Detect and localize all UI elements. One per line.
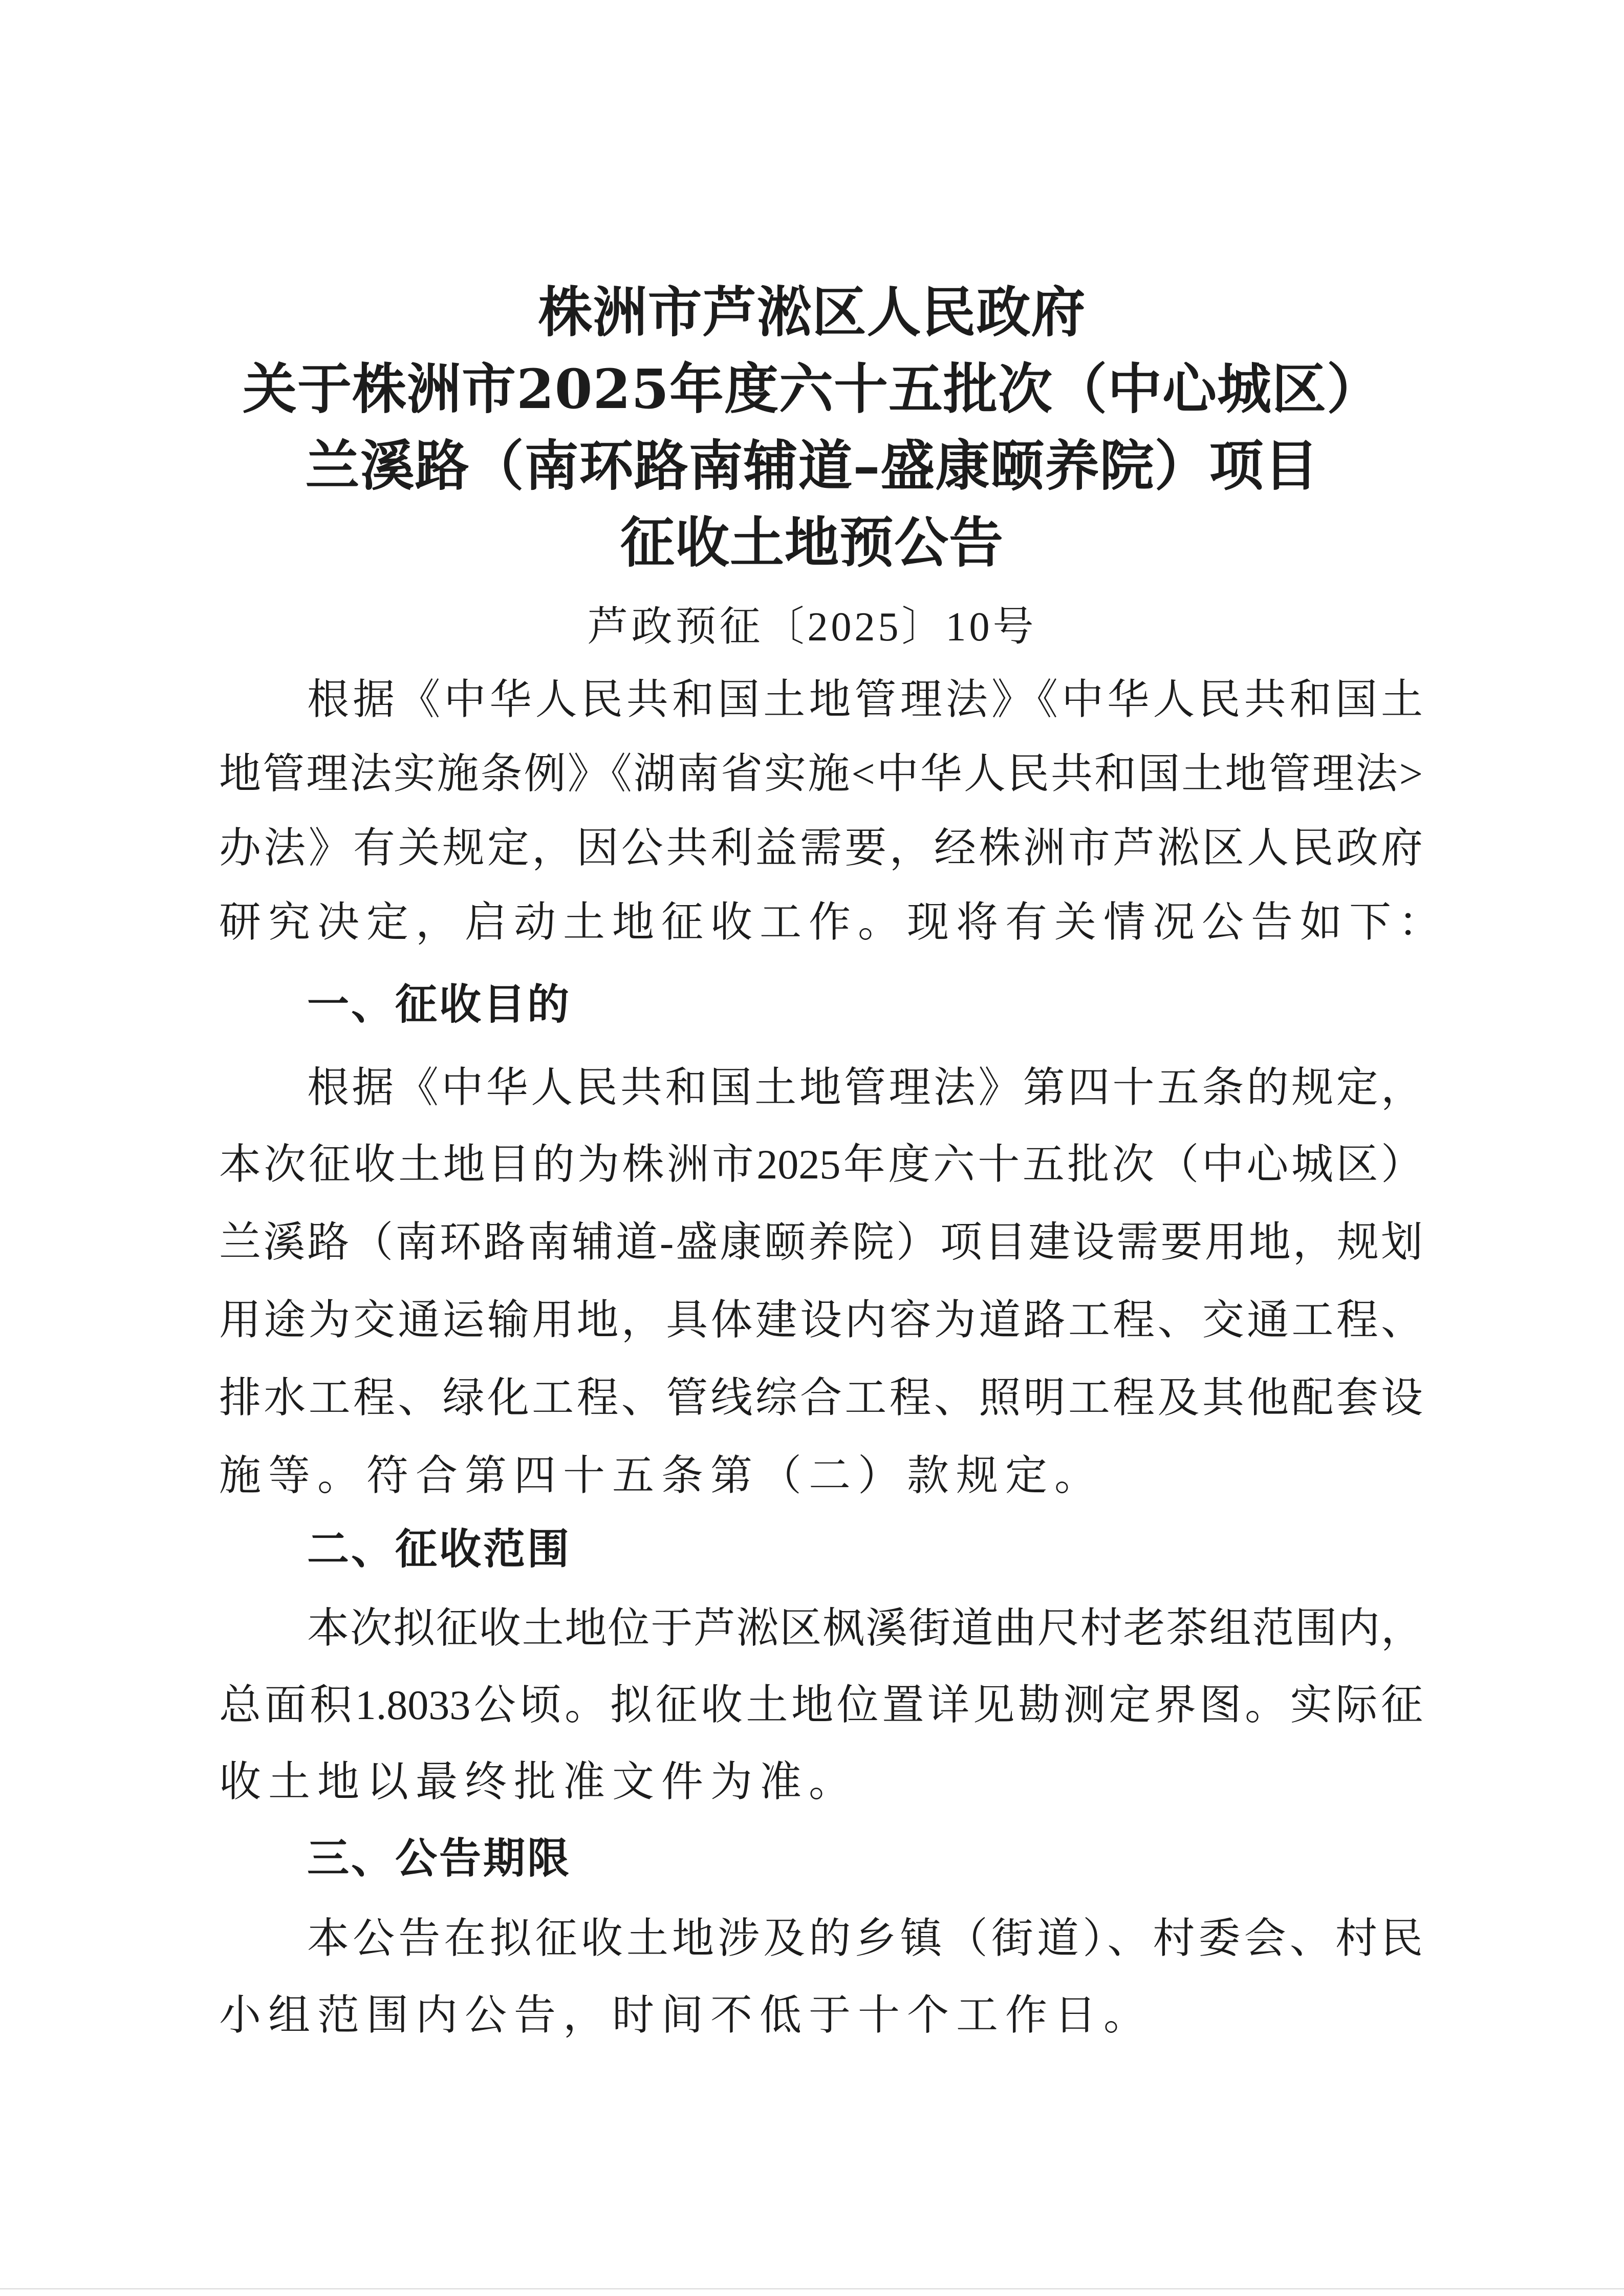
section-purpose-line: 施等。符合第四十五条第（二）款规定。 xyxy=(219,1452,1104,1499)
section-heading-purpose: 一、征收目的 xyxy=(307,980,572,1029)
section-scope-line: 总面积1.8033公顷。拟征收土地位置详见勘测定界图。实际征 xyxy=(219,1682,1423,1728)
section-purpose-line: 本次征收土地目的为株洲市2025年度六十五批次（中心城区） xyxy=(219,1141,1423,1188)
scan-edge-divider xyxy=(0,2288,1624,2289)
section-heading-scope: 二、征收范围 xyxy=(307,1525,572,1574)
section-scope-line: 收土地以最终批准文件为准。 xyxy=(219,1758,858,1805)
document-title-line-4: 征收土地预公告 xyxy=(620,510,1004,574)
document-number: 芦政预征〔2025〕10号 xyxy=(587,605,1037,650)
section-purpose-line: 用途为交通运输用地，具体建设内容为道路工程、交通工程、 xyxy=(219,1297,1423,1343)
document-title-line-1: 株洲市芦淞区人民政府 xyxy=(538,280,1086,344)
document-title-line-3: 兰溪路（南环路南辅道–盛康颐养院）项目 xyxy=(305,434,1319,498)
intro-line: 根据《中华人民共和国土地管理法》《中华人民共和国土 xyxy=(307,676,1423,723)
section-scope-line: 本次拟征收土地位于芦淞区枫溪街道曲尺村老茶组范围内， xyxy=(307,1605,1423,1651)
section-period-line: 本公告在拟征收土地涉及的乡镇（街道）、村委会、村民 xyxy=(307,1915,1423,1962)
section-purpose-line: 兰溪路（南环路南辅道-盛康颐养院）项目建设需要用地，规划 xyxy=(219,1219,1423,1265)
intro-line: 研究决定，启动土地征收工作。现将有关情况公告如下： xyxy=(219,899,1448,946)
document-title-line-2: 关于株洲市2025年度六十五批次（中心城区） xyxy=(242,357,1382,421)
intro-line: 地管理法实施条例》《湖南省实施<中华人民共和国土地管理法> xyxy=(219,750,1423,797)
intro-line: 办法》有关规定，因公共利益需要，经株洲市芦淞区人民政府 xyxy=(219,825,1423,871)
section-purpose-line: 根据《中华人民共和国土地管理法》第四十五条的规定， xyxy=(307,1064,1423,1111)
section-period-line: 小组范围内公告，时间不低于十个工作日。 xyxy=(219,1992,1153,2038)
section-heading-period: 三、公告期限 xyxy=(307,1834,572,1883)
section-purpose-line: 排水工程、绿化工程、管线综合工程、照明工程及其他配套设 xyxy=(219,1375,1423,1421)
